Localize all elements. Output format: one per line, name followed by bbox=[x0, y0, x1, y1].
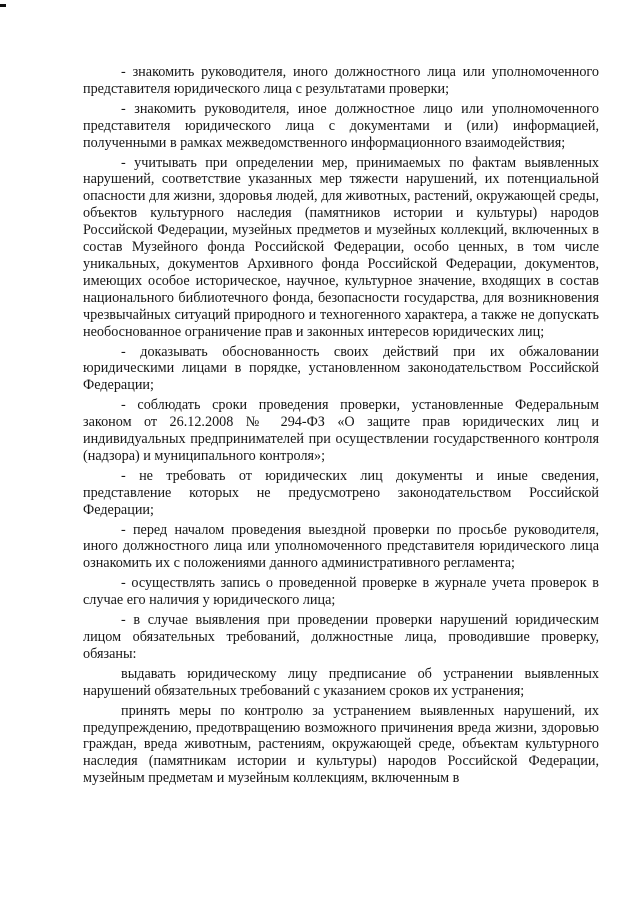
paragraph-issue-order: выдавать юридическому лицу предписание об устранении выявленных нарушений обязательных требований с указанием сроков их устранения; bbox=[83, 665, 599, 699]
paragraph-familiarize-regulation: - перед началом проведения выездной проверки по просьбе руководителя, иного должностного лица или уполномоченного представителя юридического лица ознакомить их с положениями данного административного регламента; bbox=[83, 521, 599, 572]
paragraph-control-measures: принять меры по контролю за устранением выявленных нарушений, их предупреждению, предотвращению возможного причинения вреда жизни, здоровью граждан, вреда животным, растениям, окружающей среде, объектам культурного наследия (памятникам истории и культуры) народов Российской Федерации, музейным предметам и музейным коллекциям, включенным в bbox=[83, 702, 599, 787]
paragraph-inspection-deadlines: - соблюдать сроки проведения проверки, установленные Федеральным законом от 26.12.2008 № 294-ФЗ «О защите прав юридических лиц и индивидуальных предпринимателей при осуществлении государственного контроля (надзора) и муниципального контроля»; bbox=[83, 397, 599, 464]
paragraph-no-extra-documents: - не требовать от юридических лиц документы и иные сведения, представление которых не предусмотрено законодательством Российской Федерации; bbox=[83, 467, 599, 518]
scan-corner-mark bbox=[0, 4, 6, 7]
paragraph-justify-actions: - доказывать обоснованность своих действий при их обжаловании юридическими лицами в порядке, установленном законодательством Российской Федерации; bbox=[83, 343, 599, 394]
paragraph-proportionate-measures: - учитывать при определении мер, принимаемых по фактам выявленных нарушений, соответствие указанных мер тяжести нарушений, их потенциальной опасности для жизни, здоровья людей, для животных, растений, окружающей среды, объектов культурного наследия (памятников истории и культуры) народов Российской Федерации, музейных предметов и музейных коллекций, включенных в состав Музейного фонда Российской Федерации, особо ценных, в том числе уникальных, документов Архивного фонда Российской Федерации, документов, имеющих особое историческое, научное, культурное значение, входящих в состав национального библиотечного фонда, безопасности государства, для возникновения чрезвычайных ситуаций природного и техногенного характера, а также не допускать необоснованное ограничение прав и законных интересов юридических лиц; bbox=[83, 154, 599, 340]
paragraph-inspection-log: - осуществлять запись о проведенной проверке в журнале учета проверок в случае его наличия у юридического лица; bbox=[83, 575, 599, 609]
paragraph-interagency-info: - знакомить руководителя, иное должностное лицо или уполномоченного представителя юридического лица с документами и (или) информацией, полученными в рамках межведомственного информационного взаимодействия; bbox=[83, 100, 599, 151]
paragraph-violations-obligations: - в случае выявления при проведении проверки нарушений юридическим лицом обязательных требований, должностные лица, проводившие проверку, обязаны: bbox=[83, 612, 599, 662]
document-page bbox=[83, 64, 599, 787]
paragraph-review-results: - знакомить руководителя, иного должностного лица или уполномоченного представителя юридического лица с результатами проверки; bbox=[83, 64, 599, 97]
